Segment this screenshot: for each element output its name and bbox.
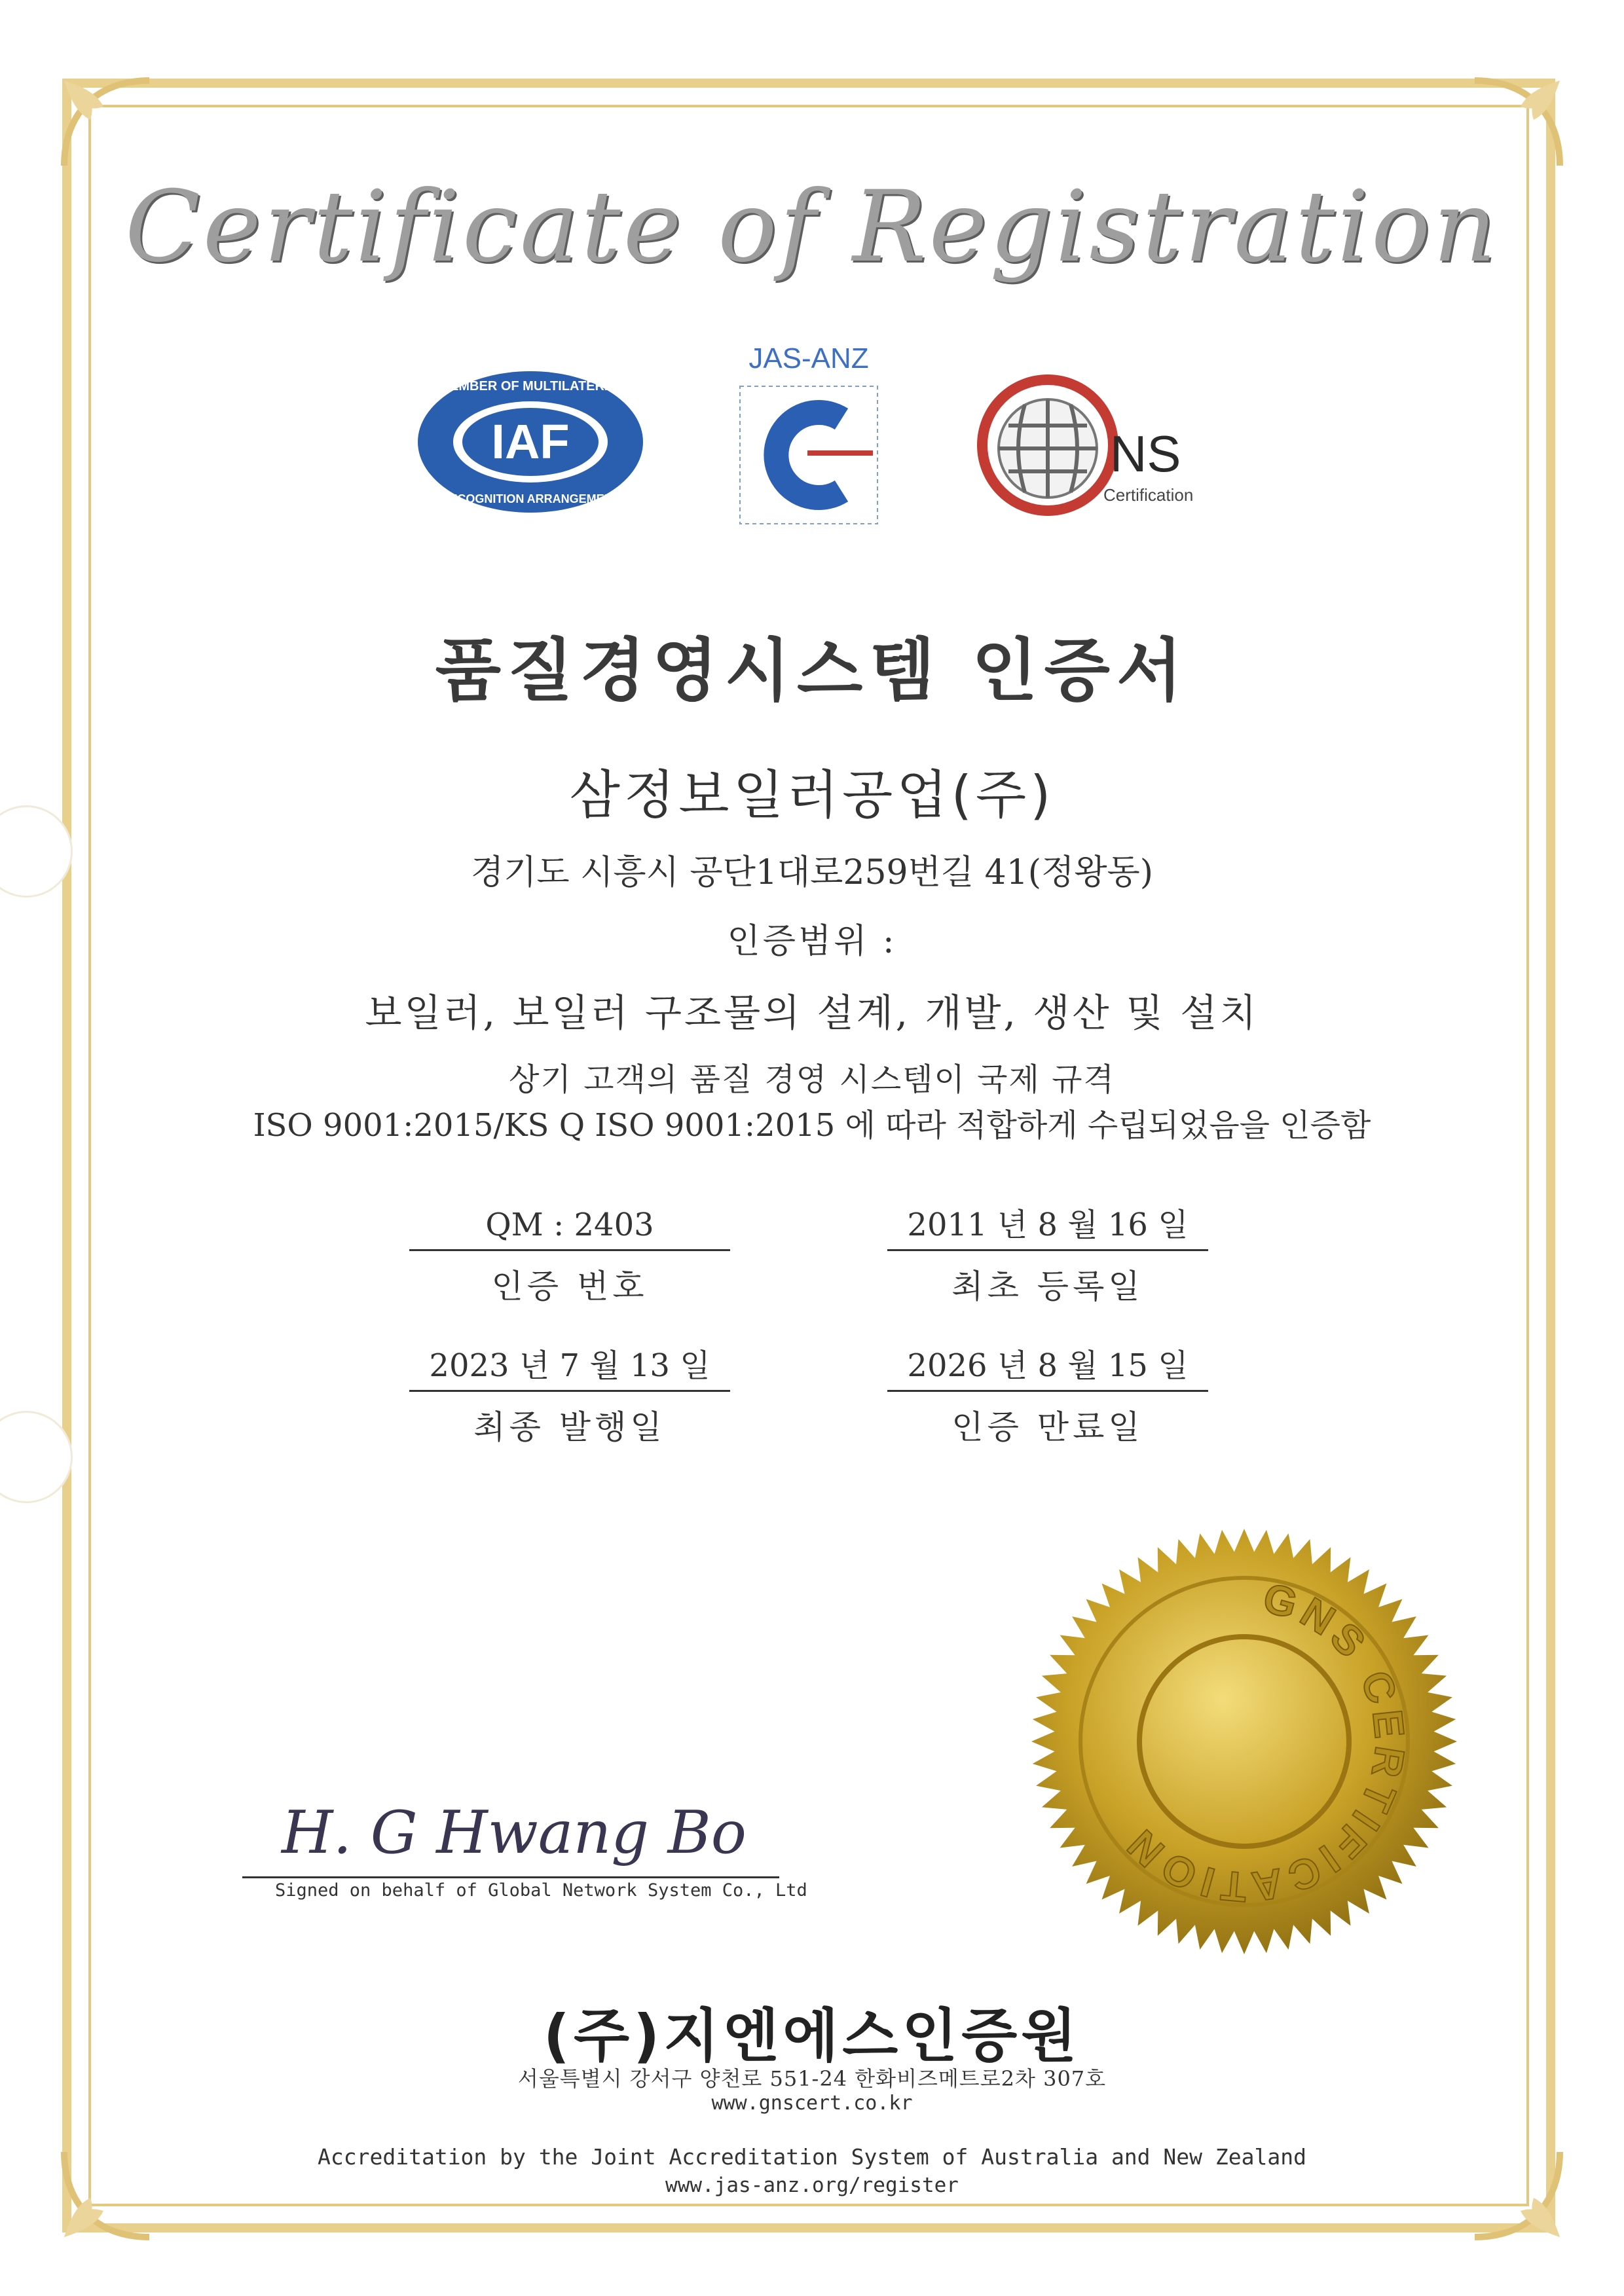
svg-text:JAS-ANZ: JAS-ANZ — [748, 342, 869, 374]
svg-text:IAF: IAF — [491, 414, 570, 469]
jas-anz-logo — [730, 340, 887, 530]
corner-ornament-top-right — [1468, 74, 1566, 172]
issuer-website: www.gnscert.co.kr — [711, 2092, 913, 2115]
accreditation-website: www.jas-anz.org/register — [665, 2174, 959, 2197]
certificate-heading: Certificate of Registration — [125, 170, 1499, 284]
cert-number-value: QM : 2403 — [485, 1207, 654, 1243]
field-initial-registration — [887, 1205, 1208, 1307]
field-underline — [409, 1249, 730, 1251]
document-title: 품질경영시스템 인증서 — [435, 630, 1189, 710]
scope-value: 보일러, 보일러 구조물의 설계, 개발, 생산 및 설치 — [365, 991, 1259, 1035]
handwritten-signature — [275, 1781, 799, 1886]
corner-ornament-top-left — [58, 74, 156, 172]
field-underline — [887, 1249, 1208, 1251]
svg-text:H. G Hwang Bo: H. G Hwang Bo — [282, 1798, 747, 1867]
certification-statement-line-2: ISO 9001:2015/KS Q ISO 9001:2015 에 따라 적합하게 수립되었음을 인증함 — [253, 1107, 1371, 1144]
company-address: 경기도 시흥시 공단1대로259번길 41(정왕동) — [470, 853, 1154, 892]
cert-number-label: 인증 번호 — [491, 1267, 648, 1305]
accreditation-logos — [0, 340, 1624, 543]
svg-text:MEMBER OF MULTILATERAL: MEMBER OF MULTILATERAL — [439, 379, 622, 393]
signature-line — [242, 1876, 779, 1878]
field-underline — [887, 1390, 1208, 1392]
field-underline — [409, 1390, 730, 1392]
iaf-logo — [413, 367, 648, 517]
certification-statement-line-1: 상기 고객의 품질 경영 시스템이 국제 규격 — [509, 1061, 1115, 1098]
issuer-name: (주)지엔에스인증원 — [543, 2002, 1081, 2069]
svg-text:Certification: Certification — [1103, 485, 1194, 505]
svg-text:RECOGNITION ARRANGEMENT: RECOGNITION ARRANGEMENT — [441, 492, 620, 505]
last-issue-value: 2023 년 7 월 13 일 — [429, 1347, 710, 1384]
gold-seal — [1028, 1525, 1460, 1958]
scope-label: 인증범위 : — [727, 922, 897, 961]
signature-caption: Signed on behalf of Global Network System Co., Ltd — [275, 1880, 807, 1901]
accreditation-text: Accreditation by the Joint Accreditation System of Australia and New Zealand — [318, 2144, 1306, 2170]
gns-certification-logo — [963, 367, 1225, 530]
field-expiry — [887, 1345, 1208, 1448]
issuer-address: 서울특별시 강서구 양천로 551-24 한화비즈메트로2차 307호 — [517, 2066, 1107, 2091]
expiry-label: 인증 만료일 — [951, 1408, 1144, 1446]
svg-text:GNS CERTIFICATION: GNS CERTIFICATION — [1115, 1573, 1414, 1912]
field-last-issue — [409, 1345, 730, 1448]
initial-registration-value: 2011 년 8 월 16 일 — [907, 1207, 1189, 1243]
company-name: 삼정보일러공업(주) — [569, 765, 1055, 826]
expiry-value: 2026 년 8 월 15 일 — [907, 1347, 1189, 1384]
last-issue-label: 최종 발행일 — [473, 1408, 666, 1446]
initial-registration-label: 최초 등록일 — [951, 1267, 1144, 1305]
field-cert-number — [409, 1205, 730, 1307]
svg-text:NS: NS — [1110, 425, 1181, 483]
